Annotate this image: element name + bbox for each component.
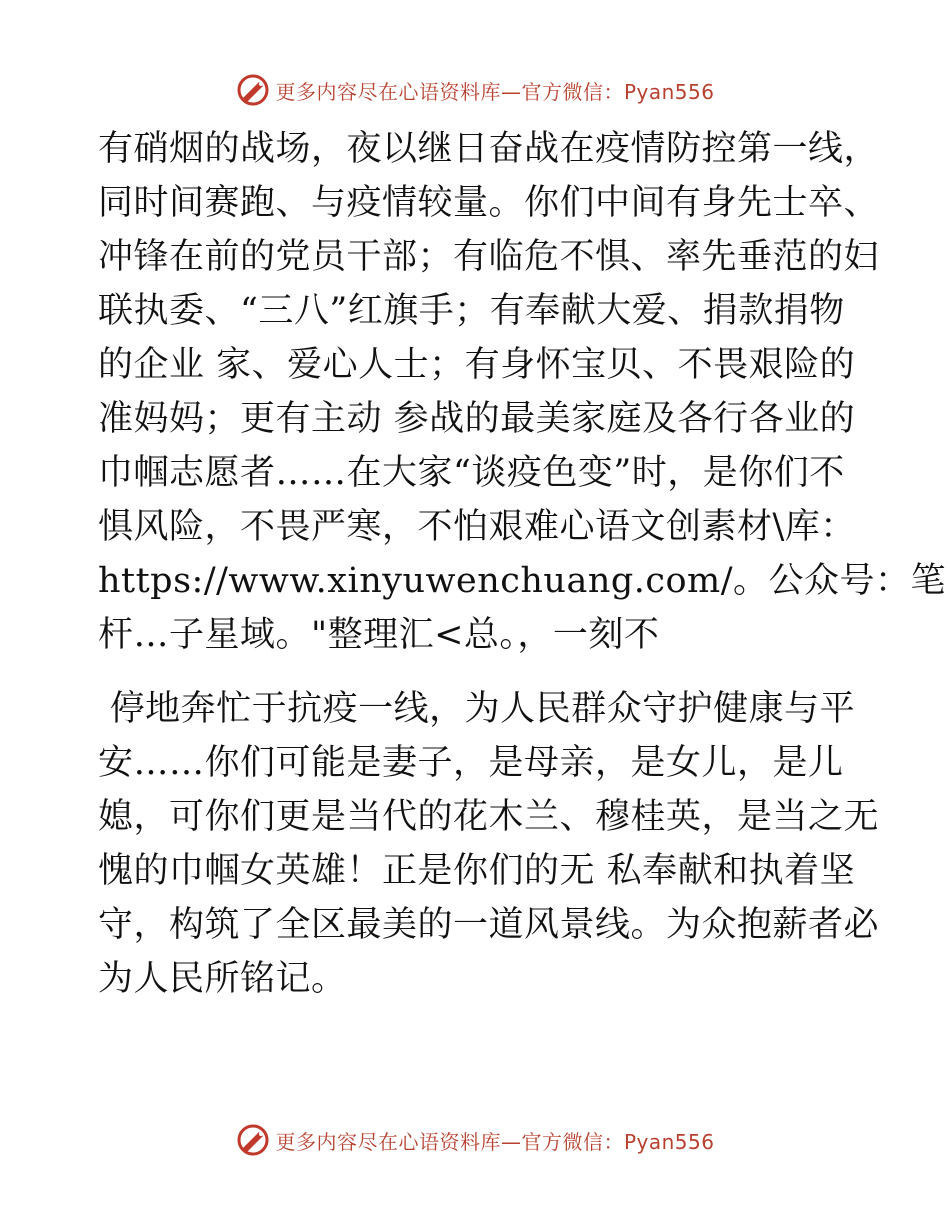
footer-banner-text: 更多内容尽在心语资料库—官方微信：Pyan556 xyxy=(275,1129,715,1154)
text-line: 有硝烟的战场，夜以继日奋战在疫情防控第一线， xyxy=(98,129,880,169)
text-line: 冲锋在前的党员干部；有临危不惧、率先垂范的妇 xyxy=(98,237,880,277)
text-line: 安……你们可能是妻子，是母亲，是女儿，是儿 xyxy=(98,743,844,783)
text-line: 守，构筑了全区最美的一道风景线。为众抱薪者必 xyxy=(98,905,880,945)
text-line: 停地奔忙于抗疫一线，为人民群众守护健康与平 xyxy=(98,689,856,729)
pen-swirl-logo-icon xyxy=(235,1122,271,1158)
text-line: 同时间赛跑、与疫情较量。你们中间有身先士卒、 xyxy=(98,183,880,223)
document-body xyxy=(98,122,947,1006)
text-line: 杆…子星域。"整理汇<总。，一刻不 xyxy=(98,615,660,655)
pen-swirl-logo-icon xyxy=(235,72,271,108)
header-banner-text: 更多内容尽在心语资料库—官方微信：Pyan556 xyxy=(275,79,715,104)
text-line: 媳，可你们更是当代的花木兰、穆桂英，是当之无 xyxy=(98,797,880,837)
text-line: 准妈妈；更有主动 参战的最美家庭及各行各业的 xyxy=(98,399,856,439)
header-banner xyxy=(0,70,950,110)
text-line: https://www.xinyuwenchuang.com/。公众号：笔 xyxy=(98,561,947,601)
footer-banner xyxy=(0,1120,950,1160)
text-line: 惧风险，不畏严寒，不怕艰难心语文创素材\库： xyxy=(98,507,856,547)
text-line: 的企业 家、爱心人士；有身怀宝贝、不畏艰险的 xyxy=(98,345,856,385)
paragraph-2 xyxy=(98,682,880,1006)
text-line: 为人民所铭记。 xyxy=(98,959,347,999)
text-line: 联执委、“三八”红旗手；有奉献大爱、捐款捐物 xyxy=(98,291,845,331)
paragraph-1 xyxy=(98,122,947,662)
text-line: 巾帼志愿者……在大家“谈疫色变”时，是你们不 xyxy=(98,453,845,493)
paragraph-gap xyxy=(98,662,868,682)
text-line: 愧的巾帼女英雄！正是你们的无 私奉献和执着坚 xyxy=(98,851,856,891)
